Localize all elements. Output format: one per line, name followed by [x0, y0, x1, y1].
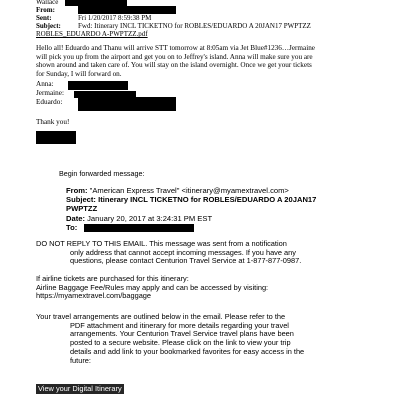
redacted-to [84, 224, 194, 232]
wallace-label: Wallace [36, 0, 59, 6]
fwd-date-value: January 20, 2017 at 3:24:31 PM EST [87, 214, 213, 223]
begin-forwarded [59, 169, 145, 178]
thanks-text: Thank you! [36, 118, 70, 126]
fwd-from-label: From: [66, 186, 88, 195]
fwd-to-row [66, 223, 77, 232]
fwd-date-label: Date: [66, 214, 85, 223]
baggage-info [36, 275, 268, 301]
anna-label: Anna: [36, 80, 54, 88]
message-line-1: Hello all! Eduardo and Thanu will arrive STT tomorrow at 8:05am via Jet Blue#1236…Jermaine [36, 44, 315, 52]
arrangements-line-5: details and add link to your bookmarked favorites for easy access in the [70, 346, 305, 356]
contact-anna [36, 80, 54, 89]
baggage-line-1: If airline tickets are purchased for this itinerary: [36, 274, 189, 283]
eduardo-label: Eduardo: [36, 98, 63, 106]
arrangements-line-4: posted to a secure website. Please click on the link to view your trip [70, 338, 291, 348]
subject-label: Subject: [36, 22, 61, 30]
subject-value: Fwd: Itinerary INCL TICKETNO for ROBLES/EDUARDO A 20JAN17 PWPTZZ [78, 22, 311, 30]
fwd-subject-row [66, 195, 316, 213]
notice-line-1: DO NOT REPLY TO THIS EMAIL. This message was sent from a notification [36, 239, 287, 248]
sent-value: Fri 1/20/2017 8:59:38 PM [78, 14, 152, 22]
fwd-subject-label: Subject: [66, 195, 96, 204]
from-row [36, 6, 68, 14]
redacted-from [78, 6, 176, 14]
arrangements-line-3: arrangements. Your Centurion Travel Service travel plans have been [70, 329, 294, 339]
arrangements-info [36, 313, 304, 365]
arrangements-line-1: Your travel arrangements are outlined below in the email. Please refer to the [36, 312, 286, 321]
fwd-date-row [66, 214, 212, 223]
sent-label: Sent: [36, 14, 52, 22]
arrangements-line-6: future: [70, 355, 91, 365]
subject-row [36, 22, 311, 30]
message-body [36, 44, 396, 78]
notice-line-3: questions, please contact Centurion Travel Service at 1-877-877-0987. [70, 256, 302, 266]
contact-jermaine [36, 89, 64, 98]
sent-row [36, 14, 151, 22]
begin-forwarded-text: Begin forwarded message: [59, 169, 145, 178]
redacted-anna [68, 81, 128, 90]
baggage-link[interactable]: https://myamextravel.com/baggage [36, 291, 152, 301]
attachment-link[interactable]: ROBLES_EDUARDO A-PWPTZZ.pdf [36, 30, 148, 38]
notice-line-2: only address that cannot accept incoming messages. If you have any [70, 247, 296, 257]
contact-eduardo [36, 98, 62, 107]
fwd-subject-value-1: Itinerary INCL TICKETNO for ROBLES/EDUARDO A 20JAN17 [98, 195, 317, 204]
baggage-line-2: Airline Baggage Fee/Rules may apply and can be accessed by visiting: [36, 282, 269, 292]
redacted-eduardo [78, 97, 176, 111]
message-line-3: shown around and taken care of. You will stay on the island overnight. Once we get your tickets [36, 61, 312, 70]
thanks-line [36, 118, 69, 127]
view-itinerary-label: View your Digital Itinerary [38, 384, 122, 393]
redacted-signature [36, 131, 76, 144]
fwd-subject-value-2: PWPTZZ [66, 204, 98, 213]
fwd-to-label: To: [66, 223, 78, 232]
view-itinerary-button[interactable] [36, 384, 124, 394]
arrangements-line-2: PDF attachment and itinerary for more details regarding your travel [70, 320, 289, 330]
from-label: From: [36, 6, 55, 14]
fwd-from-value: "American Express Travel" <itinerary@myamextravel.com> [89, 186, 289, 195]
message-line-2: will pick you up from the airport and get you on to Jeffrey's island. Anna will make sure you are [36, 52, 313, 61]
message-line-4: for Sunday, I will forward on. [36, 69, 122, 78]
jermaine-label: Jermaine: [36, 89, 64, 97]
attachment-row [36, 30, 148, 38]
no-reply-notice [36, 240, 301, 266]
fwd-from-row [66, 186, 289, 195]
